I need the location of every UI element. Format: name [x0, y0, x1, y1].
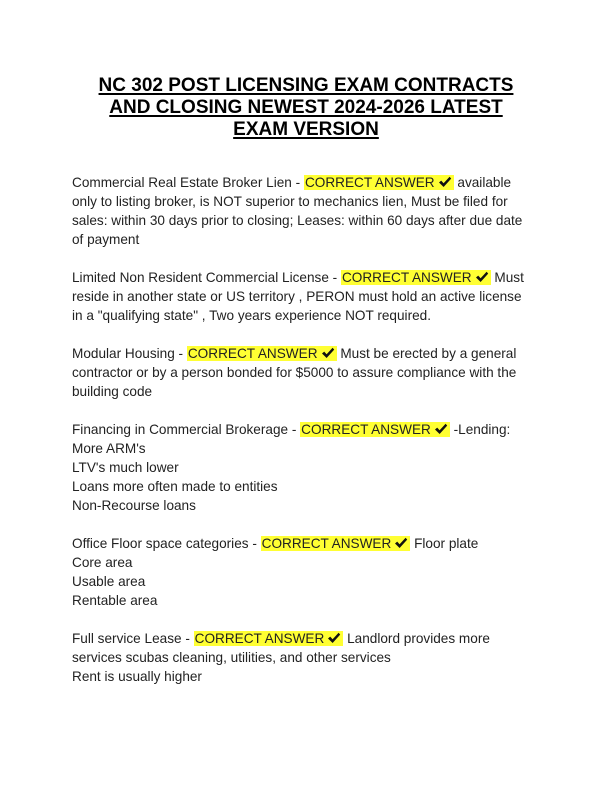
checkmark-icon	[475, 271, 489, 283]
entry-term: Limited Non Resident Commercial License -	[72, 270, 338, 285]
correct-answer-highlight	[341, 270, 491, 285]
qa-entry	[72, 420, 550, 515]
entry-answer-line: LTV's much lower	[72, 460, 179, 475]
entry-term: Office Floor space categories -	[72, 536, 257, 551]
checkmark-icon	[321, 347, 335, 359]
correct-answer-label: CORRECT ANSWER	[194, 631, 325, 646]
entry-answer-line: in a "qualifying state" , Two years experience NOT required.	[72, 308, 431, 323]
correct-answer-highlight	[194, 631, 344, 646]
entry-answer-start: Landlord provides more	[347, 631, 490, 646]
entry-term: Modular Housing -	[72, 346, 184, 361]
qa-entry	[72, 534, 550, 610]
entry-answer-start: Floor plate	[414, 536, 479, 551]
entry-answer-line: Usable area	[72, 574, 146, 589]
entry-answer-line: Non-Recourse loans	[72, 498, 196, 513]
correct-answer-label: CORRECT ANSWER	[341, 270, 472, 285]
entry-answer-line: Core area	[72, 555, 133, 570]
qa-entry	[72, 629, 550, 686]
entry-answer-start: available	[457, 175, 512, 190]
entry-first-line	[72, 629, 550, 648]
entry-first-line	[72, 420, 550, 439]
entry-answer-line: contractor or by a person bonded for $5000 to assure compliance with the	[72, 365, 517, 380]
title-line-2: AND CLOSING NEWEST 2024-2026 LATEST	[109, 97, 503, 118]
entry-first-line	[72, 534, 550, 553]
entry-answer-start: Must	[494, 270, 524, 285]
checkmark-icon	[327, 632, 341, 644]
qa-entry	[72, 173, 550, 249]
entry-answer-line: only to listing broker, is NOT superior to mechanics lien, Must be filed for	[72, 194, 508, 209]
correct-answer-highlight	[187, 346, 337, 361]
document-title	[60, 75, 552, 141]
qa-entry	[72, 268, 550, 325]
entry-term: Commercial Real Estate Broker Lien -	[72, 175, 301, 190]
entry-first-line	[72, 173, 550, 192]
correct-answer-highlight	[300, 422, 450, 437]
correct-answer-highlight	[261, 536, 411, 551]
entry-answer-line: More ARM's	[72, 441, 146, 456]
entry-answer-line: services scubas cleaning, utilities, and other services	[72, 650, 391, 665]
correct-answer-label: CORRECT ANSWER	[301, 422, 431, 437]
checkmark-icon	[438, 176, 452, 188]
entry-first-line	[72, 344, 550, 363]
qa-entry	[72, 344, 550, 401]
entry-answer-line: reside in another state or US territory , PERON must hold an active license	[72, 289, 522, 304]
title-line-3: EXAM VERSION	[233, 119, 379, 140]
entry-answer-line: Rentable area	[72, 593, 158, 608]
correct-answer-label: CORRECT ANSWER	[261, 536, 392, 551]
entry-answer-start: Must be erected by a general	[340, 346, 517, 361]
entry-answer-line: building code	[72, 384, 153, 399]
entry-answer-line: of payment	[72, 232, 140, 247]
correct-answer-highlight	[304, 175, 454, 190]
entry-term: Full service Lease -	[72, 631, 190, 646]
entry-answer-line: Loans more often made to entities	[72, 479, 278, 494]
entry-answer-line: sales: within 30 days prior to closing; Leases: within 60 days after due date	[72, 213, 523, 228]
entry-first-line	[72, 268, 550, 287]
entry-answer-start: -Lending:	[453, 422, 511, 437]
correct-answer-label: CORRECT ANSWER	[187, 346, 318, 361]
checkmark-icon	[394, 537, 408, 549]
entry-term: Financing in Commercial Brokerage -	[72, 422, 297, 437]
entry-answer-line: Rent is usually higher	[72, 669, 202, 684]
qa-entries	[72, 173, 550, 705]
checkmark-icon	[434, 423, 448, 435]
title-line-1: NC 302 POST LICENSING EXAM CONTRACTS	[98, 75, 514, 96]
correct-answer-label: CORRECT ANSWER	[304, 175, 435, 190]
